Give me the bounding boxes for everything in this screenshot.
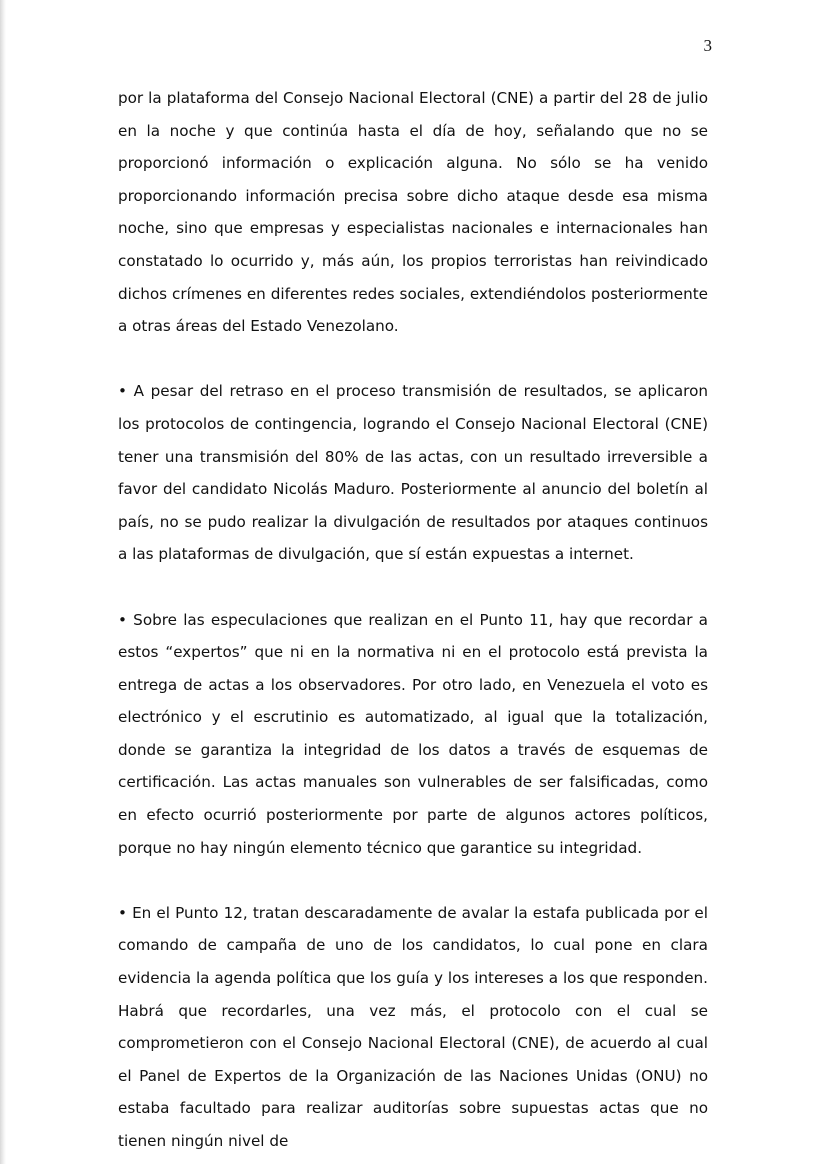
paragraph-continuation: por la plataforma del Consejo Nacional Electoral (CNE) a partir del 28 de julio en la noche y que continúa hasta el día de hoy, señalando que no se proporcionó información o explicación alguna. No sólo se ha venido proporcionando información precisa sobre dicho ataque desde esa misma noche, sino que empresas y especialistas nacionales e internacionales han constatado lo ocurrido y, más aún, los propios terroristas han reivindicado dichos crímenes en diferentes redes sociales, extendiéndolos posteriormente a otras áreas del Estado Venezolano. bbox=[118, 89, 708, 336]
paragraph-bullet-punto-12: • En el Punto 12, tratan descaradamente de avalar la estafa publicada por el comando de campaña de uno de los candidatos, lo cual pone en clara evidencia la agenda política que los guía y los intereses a los que responden. Habrá que recordarles, una vez más, el protocolo con el cual se comprometieron con el Consejo Nacional Electoral (CNE), de acuerdo al cual el Panel de Expertos de la Organización de las Naciones Unidas (ONU) no estaba facultado para realizar auditorías sobre supuestas actas que no tienen ningún nivel de bbox=[118, 903, 708, 1150]
page-edge-shadow bbox=[0, 0, 6, 1164]
page-number: 3 bbox=[703, 36, 712, 55]
paragraph-bullet-transmission: • A pesar del retraso en el proceso transmisión de resultados, se aplicaron los protocolos de contingencia, logrando el Consejo Nacional Electoral (CNE) tener una transmisión del 80% de las actas, con un resultado irreversible a favor del candidato Nicolás Maduro. Posteriormente al anuncio del boletín al país, no se pudo realizar la divulgación de resultados por ataques continuos a las plataformas de divulgación, que sí están expuestas a internet. bbox=[118, 382, 708, 564]
document-body bbox=[118, 82, 708, 1158]
paragraph-bullet-punto-11: • Sobre las especulaciones que realizan en el Punto 11, hay que recordar a estos “expertos” que ni en la normativa ni en el protocolo está prevista la entrega de actas a los observadores. Por otro lado, en Venezuela el voto es electrónico y el escrutinio es automatizado, al igual que la totalización, donde se garantiza la integridad de los datos a través de esquemas de certificación. Las actas manuales son vulnerables de ser falsificadas, como en efecto ocurrió posteriormente por parte de algunos actores políticos, porque no hay ningún elemento técnico que garantice su integridad. bbox=[118, 610, 708, 857]
